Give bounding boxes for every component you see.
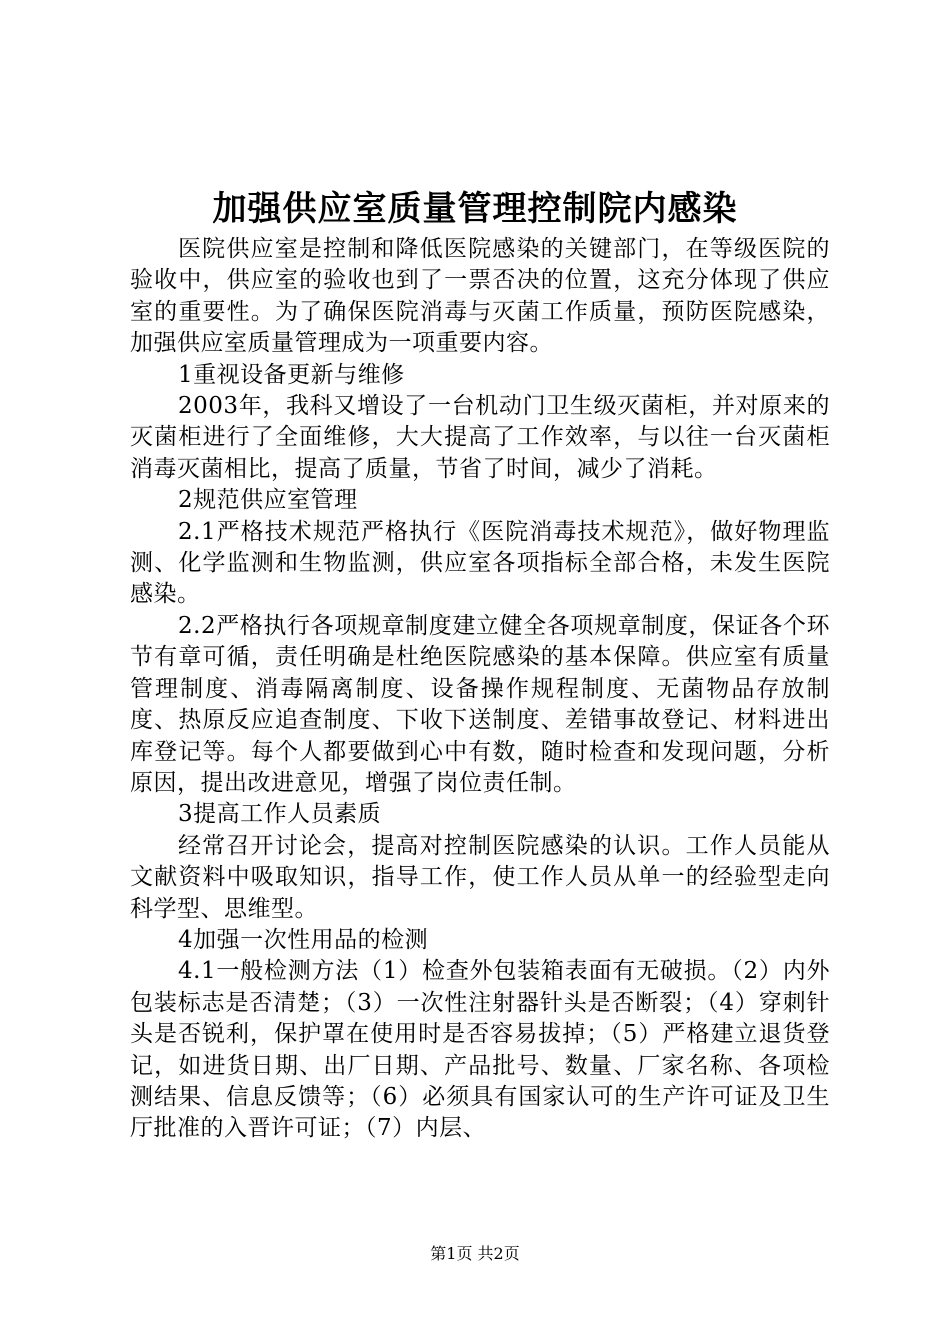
section-heading-1: 1重视设备更新与维修 — [178, 361, 405, 388]
section-2-1-paragraph: 2.1严格技术规范严格执行《医院消毒技术规范》，做好物理监测、化学监测和生物监测，供应室各项指标全部合格，未发生医院感染。 — [130, 518, 830, 608]
document-body — [130, 234, 830, 1145]
section-heading-2: 2规范供应室管理 — [178, 487, 358, 514]
section-4-1-paragraph: 4.1一般检测方法（1）检查外包装箱表面有无破损。（2）内外包装标志是否清楚；（3）一次性注射器针头是否断裂；（4）穿刺针头是否锐利，保护罩在使用时是否容易拔掉；（5）严格建立退货登记，如进货日期、出厂日期、产品批号、数量、厂家名称、各项检测结果、信息反馈等；（6）必须具有国家认可的生产许可证及卫生厅批准的入晋许可证；（7）内层、 — [130, 958, 830, 1142]
page-footer: 第1页 共2页 — [430, 1244, 520, 1263]
section-heading-4: 4加强一次性用品的检测 — [178, 926, 429, 953]
section-2-2-paragraph: 2.2严格执行各项规章制度建立健全各项规章制度，保证各个环节有章可循，责任明确是杜绝医院感染的基本保障。供应室有质量管理制度、消毒隔离制度、设备操作规程制度、无菌物品存放制度、热原反应追查制度、下收下送制度、差错事故登记、材料进出库登记等。每个人都要做到心中有数，随时检查和发现问题，分析原因，提出改进意见，增强了岗位责任制。 — [130, 612, 830, 796]
intro-paragraph: 医院供应室是控制和降低医院感染的关键部门，在等级医院的验收中，供应室的验收也到了一票否决的位置，这充分体现了供应室的重要性。为了确保医院消毒与灭菌工作质量，预防医院感染，加强供应室质量管理成为一项重要内容。 — [130, 236, 830, 357]
section-1-paragraph: 2003年，我科又增设了一台机动门卫生级灭菌柜，并对原来的灭菌柜进行了全面维修，大大提高了工作效率，与以往一台灭菌柜消毒灭菌相比，提高了质量，节省了时间，减少了消耗。 — [130, 393, 830, 482]
document-title: 加强供应室质量管理控制院内感染 — [212, 189, 738, 229]
section-heading-3: 3提高工作人员素质 — [178, 801, 382, 828]
section-3-paragraph: 经常召开讨论会，提高对控制医院感染的认识。工作人员能从文献资料中吸取知识，指导工作，使工作人员从单一的经验型走向科学型、思维型。 — [130, 832, 830, 922]
